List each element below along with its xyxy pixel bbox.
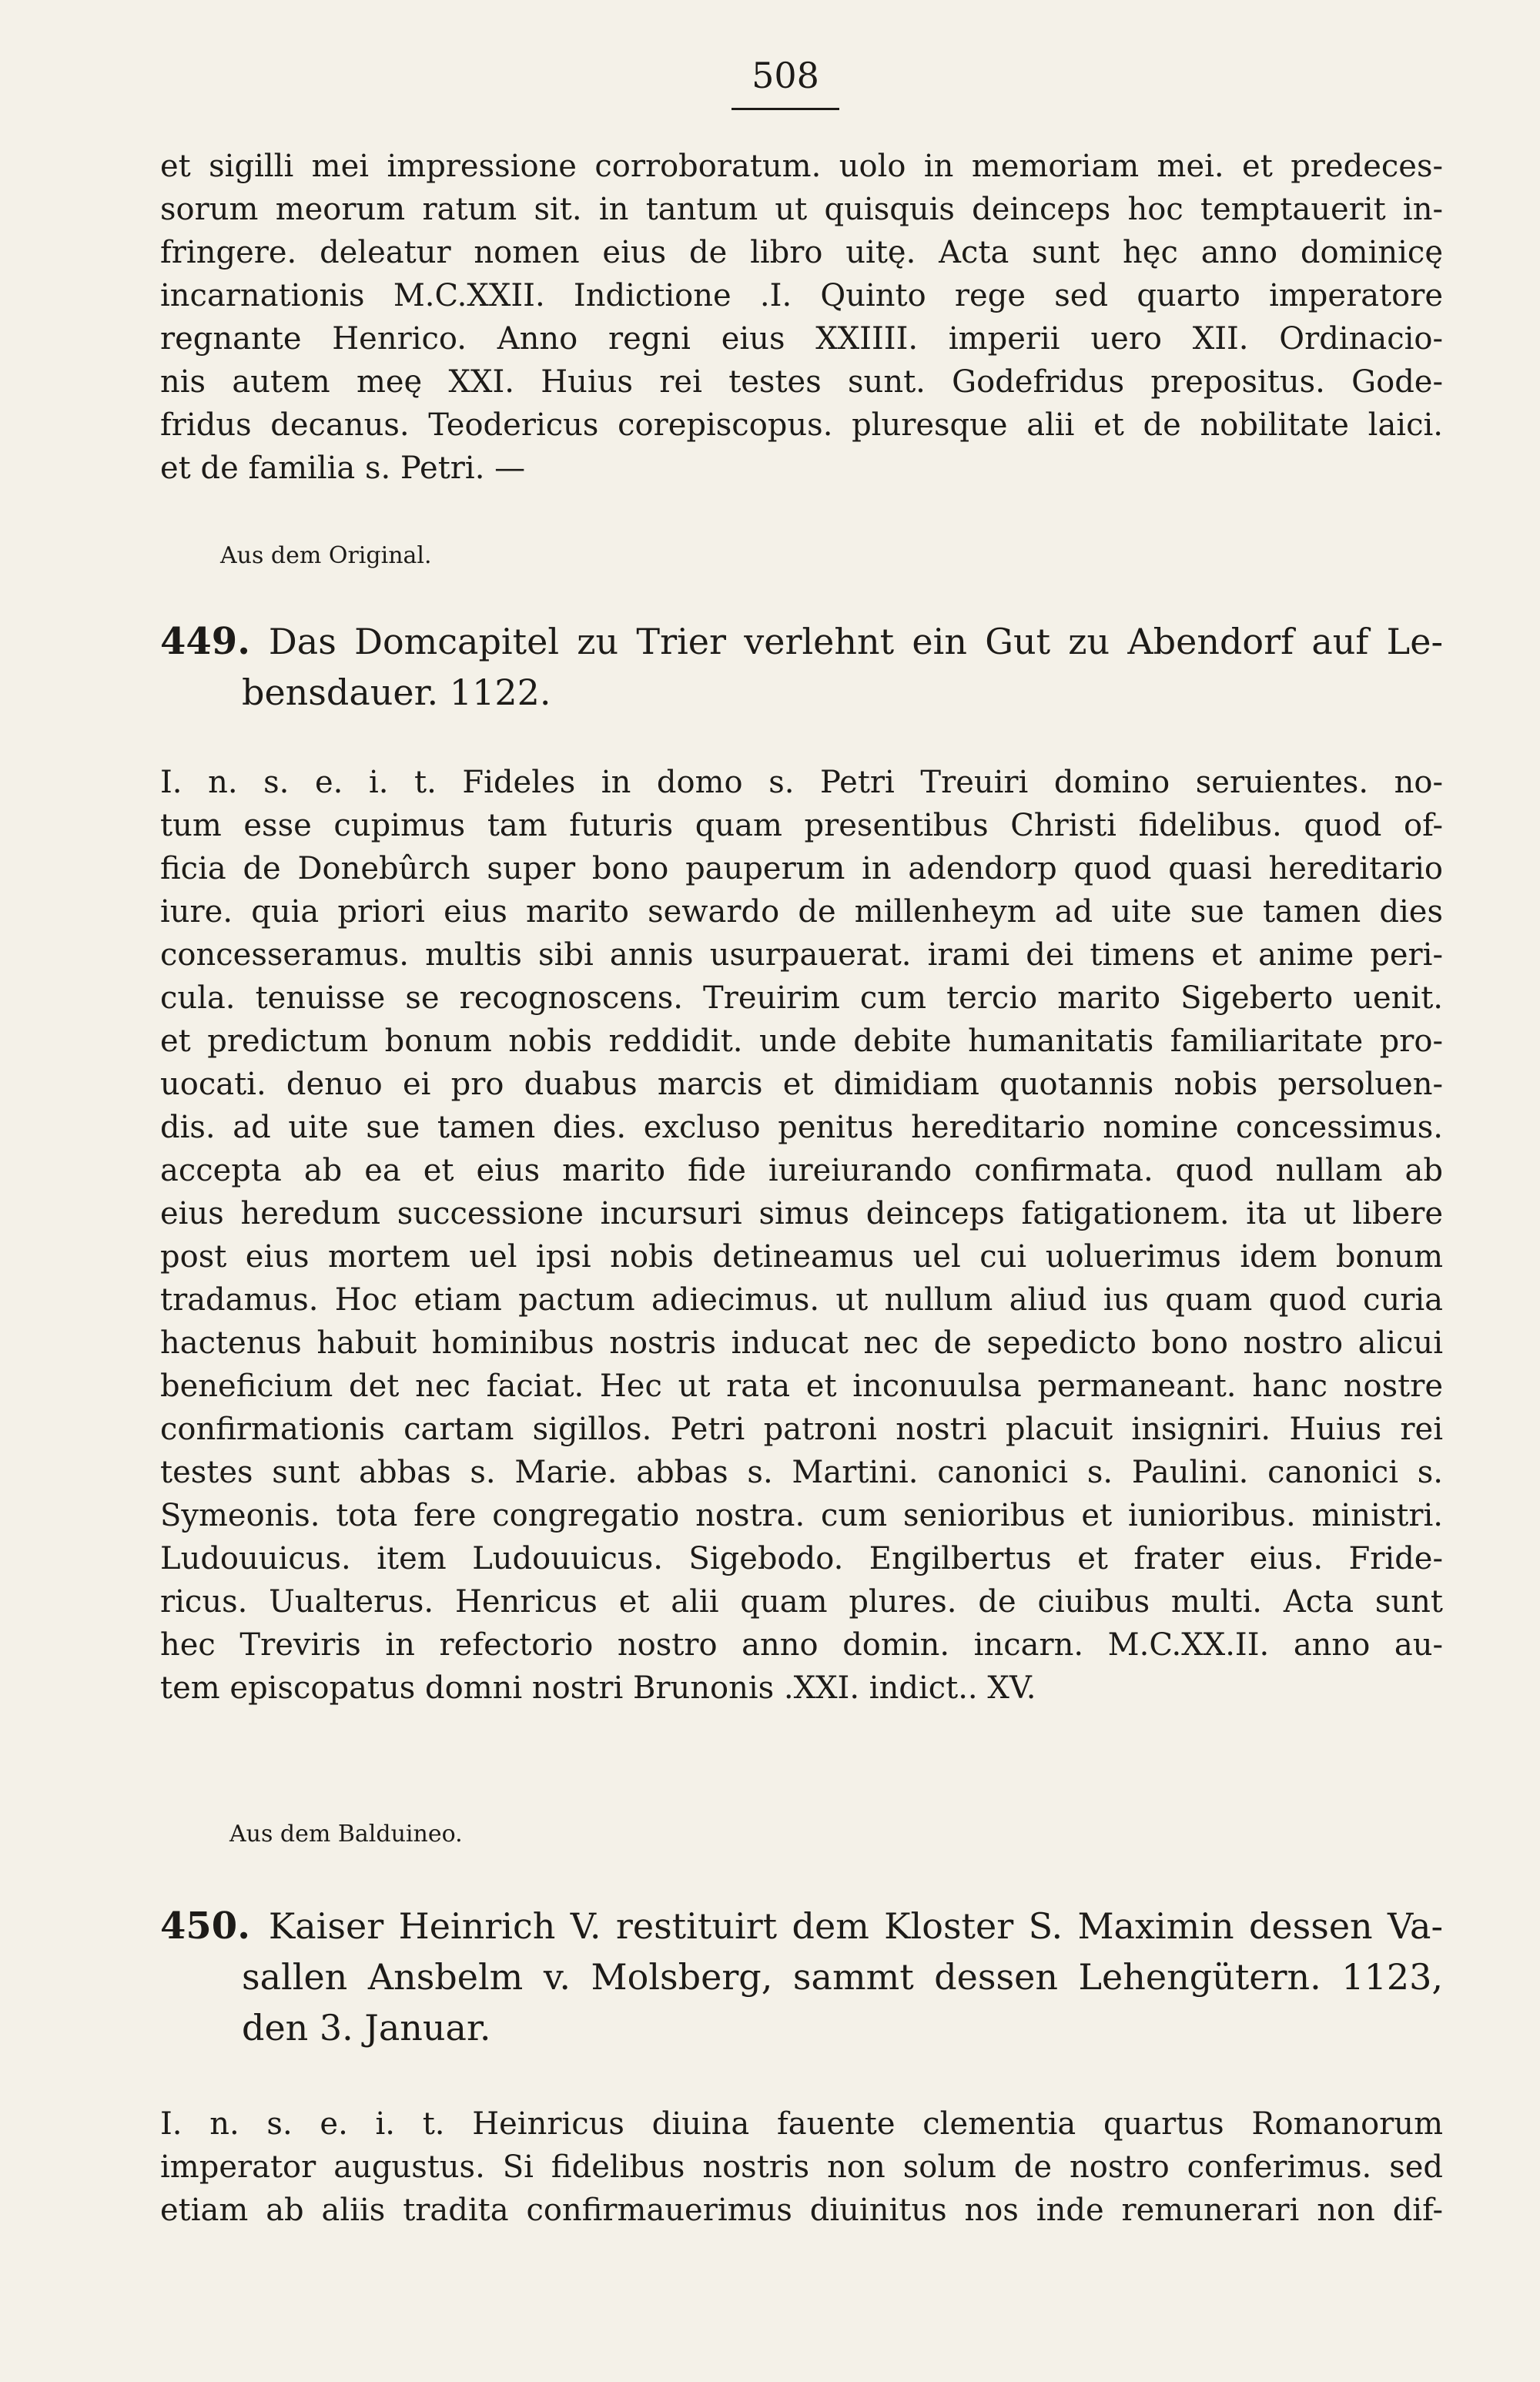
text-line: I. n. s. e. i. t. Heinricus diuina fauente clementia quartus Romanorum	[160, 2106, 1443, 2142]
text-line: nis autem meę XXI. Huius rei testes sunt. Godefridus prepositus. Gode-	[160, 364, 1443, 400]
text-line: sorum meorum ratum sit. in tantum ut quisquis deinceps hoc temptauerit in-	[160, 192, 1443, 227]
text-line: eius heredum successione incursuri simus deinceps fatigationem. ita ut libere	[160, 1196, 1443, 1231]
heading-line	[160, 1901, 1443, 1951]
document-449-body	[160, 761, 1443, 1710]
heading-text: Kaiser Heinrich V. restituirt dem Kloster S. Maximin dessen Va-	[268, 1905, 1443, 1947]
heading-line: bensdauer. 1122.	[242, 672, 551, 713]
text-line: dis. ad uite sue tamen dies. excluso penitus hereditario nomine concessimus.	[160, 1110, 1443, 1145]
text-line: et de familia s. Petri. —	[160, 451, 526, 486]
document-number: 449.	[160, 620, 250, 663]
text-line: post eius mortem uel ipsi nobis detineamus uel cui uoluerimus idem bonum	[160, 1239, 1443, 1275]
page-number: 508	[752, 55, 819, 96]
text-line: uocati. denuo ei pro duabus marcis et dimidiam quotannis nobis persoluen-	[160, 1067, 1443, 1102]
text-line: ricus. Uualterus. Henricus et alii quam plures. de ciuibus multi. Acta sunt	[160, 1584, 1443, 1620]
text-line: iure. quia priori eius marito sewardo de millenheym ad uite sue tamen dies	[160, 894, 1443, 930]
text-line: etiam ab aliis tradita confirmauerimus diuinitus nos inde remunerari non dif-	[160, 2193, 1443, 2228]
continuation-text	[160, 145, 1443, 490]
text-line: fridus decanus. Teodericus corepiscopus. pluresque alii et de nobilitate laici.	[160, 407, 1443, 443]
text-line: regnante Henrico. Anno regni eius XXIIII. imperii uero XII. Ordinacio-	[160, 321, 1443, 357]
source-note: Aus dem Balduineo.	[229, 1821, 463, 1848]
text-line: hactenus habuit hominibus nostris inducat nec de sepedicto bono nostro alicui	[160, 1325, 1443, 1361]
text-line: et sigilli mei impressione corroboratum. uolo in memoriam mei. et predeces-	[160, 149, 1443, 184]
text-line: et predictum bonum nobis reddidit. unde debite humanitatis familiaritate pro-	[160, 1023, 1443, 1059]
text-line: confirmationis cartam sigillos. Petri patroni nostri placuit insigniri. Huius rei	[160, 1412, 1443, 1447]
document-number: 450.	[160, 1905, 250, 1948]
text-line: ficia de Donebûrch super bono pauperum in adendorp quod quasi hereditario	[160, 851, 1443, 886]
text-line: cula. tenuisse se recognoscens. Treuirim cum tercio marito Sigeberto uenit.	[160, 980, 1443, 1016]
heading-text: Das Domcapitel zu Trier verlehnt ein Gut zu Abendorf auf Le-	[268, 621, 1443, 662]
text-line: I. n. s. e. i. t. Fideles in domo s. Petri Treuiri domino seruientes. no-	[160, 765, 1443, 800]
text-line: tradamus. Hoc etiam pactum adiecimus. ut nullum aliud ius quam quod curia	[160, 1282, 1443, 1318]
heading-line	[160, 616, 1443, 667]
document-449-heading	[160, 616, 1443, 718]
text-line: concesseramus. multis sibi annis usurpauerat. irami dei timens et anime peri-	[160, 937, 1443, 973]
text-line: Ludouuicus. item Ludouuicus. Sigebodo. Engilbertus et frater eius. Fride-	[160, 1541, 1443, 1576]
text-line: imperator augustus. Si fidelibus nostris non solum de nostro conferimus. sed	[160, 2149, 1443, 2185]
document-450-body	[160, 2102, 1443, 2232]
text-line: beneficium det nec faciat. Hec ut rata et inconuulsa permaneant. hanc nostre	[160, 1369, 1443, 1404]
page-number-rule	[732, 108, 839, 110]
source-note: Aus dem Original.	[220, 542, 432, 569]
text-line: tum esse cupimus tam futuris quam presentibus Christi fidelibus. quod of-	[160, 808, 1443, 843]
heading-line: sallen Ansbelm v. Molsberg, sammt dessen Lehengütern. 1123,	[242, 1956, 1443, 1998]
text-line: tem episcopatus domni nostri Brunonis .XXI. indict.. XV.	[160, 1670, 1036, 1706]
document-450-heading	[160, 1901, 1443, 2053]
text-line: Symeonis. tota fere congregatio nostra. cum senioribus et iunioribus. ministri.	[160, 1498, 1443, 1533]
text-line: hec Treviris in refectorio nostro anno domin. incarn. M.C.XX.II. anno au-	[160, 1627, 1443, 1663]
text-line: testes sunt abbas s. Marie. abbas s. Martini. canonici s. Paulini. canonici s.	[160, 1455, 1443, 1490]
text-line: incarnationis M.C.XXII. Indictione .I. Quinto rege sed quarto imperatore	[160, 278, 1443, 313]
heading-line: den 3. Januar.	[242, 2007, 491, 2049]
text-line: accepta ab ea et eius marito fide iureiurando confirmata. quod nullam ab	[160, 1153, 1443, 1188]
text-line: fringere. deleatur nomen eius de libro uitę. Acta sunt hęc anno dominicę	[160, 235, 1443, 270]
